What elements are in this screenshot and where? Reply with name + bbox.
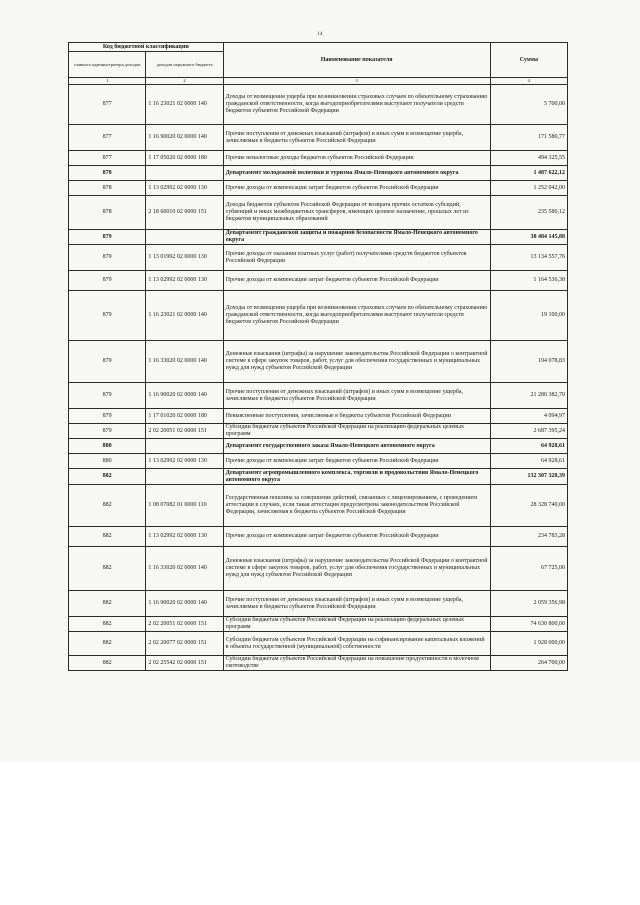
revenue-code: 1 16 90020 02 0000 140 bbox=[146, 383, 223, 409]
amount: 1 164 536,38 bbox=[490, 271, 567, 291]
column-index: 3 bbox=[223, 78, 490, 85]
administrator-code: 877 bbox=[69, 125, 146, 151]
indicator-name-header: Наименование показателя bbox=[223, 43, 490, 78]
table-row bbox=[69, 632, 568, 656]
amount: 4 094,97 bbox=[490, 409, 567, 424]
revenue-code bbox=[146, 166, 223, 181]
administrator-code: 879 bbox=[69, 341, 146, 383]
indicator-name: Субсидии бюджетам субъектов Российской Федерации на реализацию федеральных целевых программ bbox=[223, 617, 490, 632]
indicator-name: Субсидии бюджетам субъектов Российской Федерации на реализацию федеральных целевых программ bbox=[223, 424, 490, 439]
administrator-code: 882 bbox=[69, 632, 146, 656]
column-index: 4 bbox=[490, 78, 567, 85]
amount: 264 700,00 bbox=[490, 656, 567, 671]
administrator-code: 879 bbox=[69, 424, 146, 439]
table-row bbox=[69, 383, 568, 409]
revenue-code: 1 13 01992 02 0000 130 bbox=[146, 245, 223, 271]
indicator-name: Департамент гражданской защиты и пожарной безопасности Ямало-Ненецкого автономного округа bbox=[223, 230, 490, 245]
administrator-code-header: главного администратора доходов bbox=[69, 52, 146, 78]
table-row bbox=[69, 245, 568, 271]
table-row bbox=[69, 230, 568, 245]
table-row bbox=[69, 424, 568, 439]
revenue-code: 1 16 23021 02 0000 140 bbox=[146, 85, 223, 125]
revenue-code: 1 17 01020 02 0000 180 bbox=[146, 409, 223, 424]
administrator-code: 882 bbox=[69, 591, 146, 617]
revenue-code: 1 13 02992 02 0000 130 bbox=[146, 271, 223, 291]
indicator-name: Прочие доходы от компенсации затрат бюджетов субъектов Российской Федерации bbox=[223, 527, 490, 547]
revenue-code: 2 02 20051 02 0000 151 bbox=[146, 424, 223, 439]
administrator-code: 877 bbox=[69, 85, 146, 125]
table-row bbox=[69, 485, 568, 527]
revenue-code: 1 13 02992 02 0000 130 bbox=[146, 181, 223, 196]
amount-header: Сумма bbox=[490, 43, 567, 78]
table-row bbox=[69, 547, 568, 591]
administrator-code: 882 bbox=[69, 547, 146, 591]
table-row bbox=[69, 151, 568, 166]
administrator-code: 882 bbox=[69, 469, 146, 485]
amount: 38 484 145,88 bbox=[490, 230, 567, 245]
administrator-code: 879 bbox=[69, 230, 146, 245]
revenue-code: 1 08 07082 01 0000 110 bbox=[146, 485, 223, 527]
administrator-code: 879 bbox=[69, 245, 146, 271]
amount: 5 700,00 bbox=[490, 85, 567, 125]
amount: 234 783,28 bbox=[490, 527, 567, 547]
indicator-name: Прочие неналоговые доходы бюджетов субъектов Российской Федерации bbox=[223, 151, 490, 166]
table-body bbox=[69, 85, 568, 671]
administrator-code: 879 bbox=[69, 291, 146, 341]
indicator-name: Доходы от возмещения ущерба при возникновении страховых случаев по обязательному страхованию гражданской ответственности, когда выгодоприобретателями выступают получатели средств бюджетов субъектов Российской Федерации bbox=[223, 85, 490, 125]
table-row bbox=[69, 196, 568, 230]
administrator-code: 879 bbox=[69, 271, 146, 291]
revenue-code bbox=[146, 469, 223, 485]
table-row bbox=[69, 439, 568, 454]
revenue-code: 1 17 05020 02 0000 180 bbox=[146, 151, 223, 166]
table-row bbox=[69, 656, 568, 671]
indicator-name: Прочие доходы от компенсации затрат бюджетов субъектов Российской Федерации bbox=[223, 271, 490, 291]
indicator-name: Прочие доходы от компенсации затрат бюджетов субъектов Российской Федерации bbox=[223, 454, 490, 469]
indicator-name: Департамент молодежной политики и туризма Ямало-Ненецкого автономного округа bbox=[223, 166, 490, 181]
amount: 171 580,77 bbox=[490, 125, 567, 151]
revenue-code-header: доходов окружного бюджета bbox=[146, 52, 223, 78]
table-row bbox=[69, 591, 568, 617]
revenue-code: 2 18 60010 02 0000 151 bbox=[146, 196, 223, 230]
table-row bbox=[69, 617, 568, 632]
administrator-code: 877 bbox=[69, 151, 146, 166]
amount: 67 725,00 bbox=[490, 547, 567, 591]
amount: 494 325,55 bbox=[490, 151, 567, 166]
amount: 235 580,12 bbox=[490, 196, 567, 230]
revenue-code bbox=[146, 230, 223, 245]
indicator-name: Прочие поступления от денежных взысканий (штрафов) и иных сумм в возмещение ущерба, зачисляемые в бюджеты субъектов Российской Федерации bbox=[223, 591, 490, 617]
revenue-code: 2 02 25542 02 0000 151 bbox=[146, 656, 223, 671]
table-row bbox=[69, 125, 568, 151]
amount: 2 059 356,98 bbox=[490, 591, 567, 617]
table-row bbox=[69, 271, 568, 291]
administrator-code: 878 bbox=[69, 166, 146, 181]
indicator-name: Доходы от возмещения ущерба при возникновении страховых случаев по обязательному страхованию гражданской ответственности, когда выгодоприобретателями выступают получатели средств бюджетов субъектов Российской Федерации bbox=[223, 291, 490, 341]
table-row bbox=[69, 409, 568, 424]
amount: 1 928 000,00 bbox=[490, 632, 567, 656]
revenue-table bbox=[68, 42, 568, 671]
amount: 13 134 557,76 bbox=[490, 245, 567, 271]
table-row bbox=[69, 85, 568, 125]
administrator-code: 882 bbox=[69, 617, 146, 632]
revenue-code: 1 16 23021 02 0000 140 bbox=[146, 291, 223, 341]
amount: 194 078,83 bbox=[490, 341, 567, 383]
budget-classification-header: Код бюджетной классификации bbox=[69, 43, 224, 52]
revenue-code: 1 16 33020 02 0000 140 bbox=[146, 547, 223, 591]
revenue-code: 1 16 90020 02 0000 140 bbox=[146, 125, 223, 151]
revenue-code: 2 02 20077 02 0000 151 bbox=[146, 632, 223, 656]
revenue-code: 1 16 33020 02 0000 140 bbox=[146, 341, 223, 383]
amount: 19 100,00 bbox=[490, 291, 567, 341]
indicator-name: Прочие поступления от денежных взысканий (штрафов) и иных сумм в возмещение ущерба, зачисляемые в бюджеты субъектов Российской Федерации bbox=[223, 383, 490, 409]
revenue-code bbox=[146, 439, 223, 454]
indicator-name: Прочие доходы от оказания платных услуг (работ) получателями средств бюджетов субъектов Российской Федерации bbox=[223, 245, 490, 271]
indicator-name: Департамент государственного заказа Ямало-Ненецкого автономного округа bbox=[223, 439, 490, 454]
amount: 2 687 395,24 bbox=[490, 424, 567, 439]
indicator-name: Невыясненные поступления, зачисляемые в бюджеты субъектов Российской Федерации bbox=[223, 409, 490, 424]
table-row bbox=[69, 166, 568, 181]
table-row bbox=[69, 341, 568, 383]
administrator-code: 882 bbox=[69, 485, 146, 527]
administrator-code: 880 bbox=[69, 439, 146, 454]
revenue-code: 2 02 20051 02 0000 151 bbox=[146, 617, 223, 632]
indicator-name: Государственная пошлина за совершение действий, связанных с лицензированием, с проведением аттестации в случаях, если такая аттестация предусмотрена законодательством Российской Федерации, зачисляемая в бюджеты субъектов Российской Федерации bbox=[223, 485, 490, 527]
table-row bbox=[69, 469, 568, 485]
indicator-name: Денежные взыскания (штрафы) за нарушение законодательства Российской Федерации о контрактной системе в сфере закупок товаров, работ, услуг для обеспечения государственных и муниципальных нужд для нужд субъектов Российской Федерации bbox=[223, 341, 490, 383]
administrator-code: 879 bbox=[69, 409, 146, 424]
administrator-code: 878 bbox=[69, 196, 146, 230]
amount: 1 252 042,00 bbox=[490, 181, 567, 196]
amount: 132 307 328,39 bbox=[490, 469, 567, 485]
table-row bbox=[69, 527, 568, 547]
amount: 64 928,61 bbox=[490, 439, 567, 454]
indicator-name: Субсидии бюджетам субъектов Российской Федерации на софинансирование капитальных вложений в объекты государственной (муниципальной) собственности bbox=[223, 632, 490, 656]
page-number: 14 bbox=[317, 32, 323, 37]
indicator-name: Департамент агропромышленного комплекса, торговли и продовольствия Ямало-Ненецкого автономного округа bbox=[223, 469, 490, 485]
column-index: 1 bbox=[69, 78, 146, 85]
revenue-code: 1 13 02992 02 0000 130 bbox=[146, 527, 223, 547]
revenue-code: 1 13 02992 02 0000 130 bbox=[146, 454, 223, 469]
administrator-code: 878 bbox=[69, 181, 146, 196]
amount: 28 328 740,00 bbox=[490, 485, 567, 527]
revenue-code: 1 16 90020 02 0000 140 bbox=[146, 591, 223, 617]
indicator-name: Прочие поступления от денежных взысканий (штрафов) и иных сумм в возмещение ущерба, зачисляемые в бюджеты субъектов Российской Федерации bbox=[223, 125, 490, 151]
administrator-code: 880 bbox=[69, 454, 146, 469]
administrator-code: 879 bbox=[69, 383, 146, 409]
indicator-name: Доходы бюджетов субъектов Российской Федерации от возврата прочих остатков субсидий, субвенций и иных межбюджетных трансферов, имеющих целевое назначение, прошлых лет из бюджетов муниципальных образований bbox=[223, 196, 490, 230]
table-row bbox=[69, 181, 568, 196]
amount: 74 630 800,00 bbox=[490, 617, 567, 632]
amount: 64 928,61 bbox=[490, 454, 567, 469]
table-row bbox=[69, 291, 568, 341]
administrator-code: 882 bbox=[69, 527, 146, 547]
amount: 1 487 622,12 bbox=[490, 166, 567, 181]
column-index: 2 bbox=[146, 78, 223, 85]
amount: 21 280 382,70 bbox=[490, 383, 567, 409]
indicator-name: Субсидии бюджетам субъектов Российской Федерации на повышение продуктивности в молочном скотоводстве bbox=[223, 656, 490, 671]
administrator-code: 882 bbox=[69, 656, 146, 671]
indicator-name: Денежные взыскания (штрафы) за нарушение законодательства Российской Федерации о контрактной системе в сфере закупок товаров, работ, услуг для обеспечения государственных и муниципальных нужд для нужд субъектов Российской Федерации bbox=[223, 547, 490, 591]
table-row bbox=[69, 454, 568, 469]
indicator-name: Прочие доходы от компенсации затрат бюджетов субъектов Российской Федерации bbox=[223, 181, 490, 196]
